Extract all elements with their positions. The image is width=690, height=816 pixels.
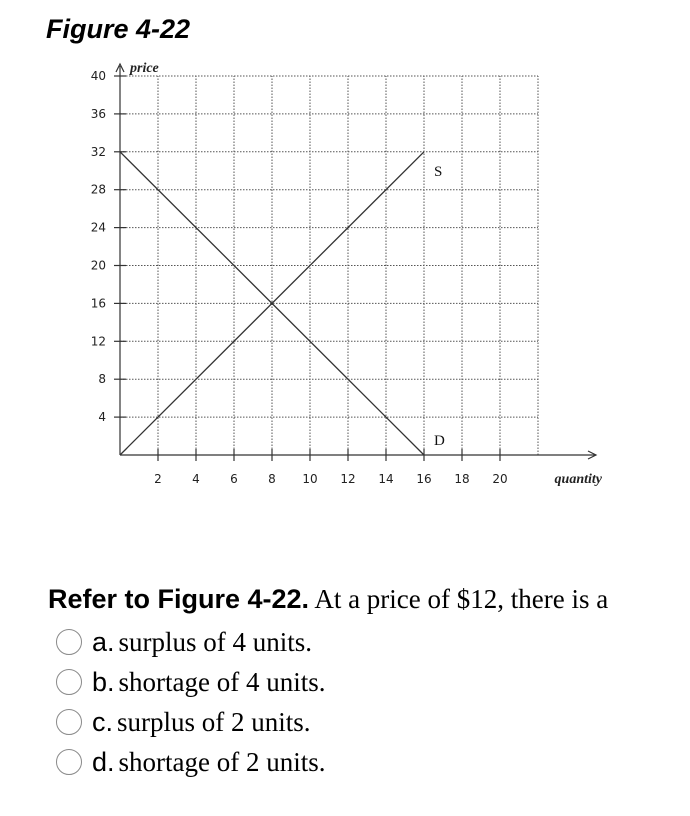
- chart-grid: [120, 76, 538, 455]
- answer-options: [56, 622, 326, 782]
- x-tick-label-2: 2: [154, 472, 162, 486]
- option-a-letter: a.: [92, 626, 115, 657]
- x-tick-label-14: 14: [378, 472, 394, 486]
- y-tick-label-20: 20: [90, 258, 106, 273]
- option-a-text: surplus of 4 units.: [118, 626, 313, 657]
- x-axis-label: quantity: [554, 472, 602, 487]
- option-d[interactable]: [56, 742, 326, 782]
- x-tick-label-8: 8: [268, 472, 276, 486]
- question-reference: Refer to Figure 4-22.: [48, 584, 310, 614]
- y-axis-label: price: [130, 61, 159, 76]
- x-tick-label-16: 16: [416, 472, 432, 486]
- radio-a[interactable]: [56, 629, 82, 655]
- chart-labels: [129, 61, 603, 487]
- option-d-text: shortage of 2 units.: [118, 746, 326, 777]
- y-tick-label-12: 12: [90, 334, 106, 349]
- y-tick-label-4: 4: [98, 410, 106, 425]
- chart-axes: [116, 64, 596, 459]
- x-tick-label-6: 6: [230, 472, 238, 486]
- option-c[interactable]: [56, 702, 326, 742]
- question-body: At a price of $12, there is a: [314, 584, 609, 614]
- x-tick-label-12: 12: [340, 472, 356, 486]
- option-c-letter: c.: [92, 706, 114, 737]
- x-tick-label-4: 4: [192, 472, 200, 486]
- y-tick-label-40: 40: [90, 69, 106, 83]
- chart-ticks: [91, 69, 508, 486]
- x-tick-label-18: 18: [454, 472, 470, 486]
- x-tick-label-20: 20: [492, 472, 508, 486]
- option-b-letter: b.: [92, 666, 115, 697]
- option-b-text: shortage of 4 units.: [118, 666, 326, 697]
- y-tick-label-36: 36: [90, 106, 106, 121]
- y-tick-label-16: 16: [90, 296, 106, 311]
- y-tick-label-32: 32: [90, 144, 106, 159]
- radio-d[interactable]: [56, 749, 82, 775]
- option-d-letter: d.: [92, 746, 115, 777]
- y-tick-label-8: 8: [98, 372, 106, 387]
- series-label-d: D: [434, 433, 445, 449]
- option-b[interactable]: [56, 662, 326, 702]
- question-text: [48, 584, 678, 615]
- option-a[interactable]: [56, 622, 326, 662]
- y-tick-label-28: 28: [90, 182, 106, 197]
- figure-title: Figure 4-22: [46, 14, 191, 44]
- x-tick-label-10: 10: [302, 472, 318, 486]
- series-label-s: S: [434, 163, 443, 180]
- y-tick-label-24: 24: [90, 220, 106, 235]
- option-c-text: surplus of 2 units.: [117, 706, 311, 737]
- radio-c[interactable]: [56, 709, 82, 735]
- radio-b[interactable]: [56, 669, 82, 695]
